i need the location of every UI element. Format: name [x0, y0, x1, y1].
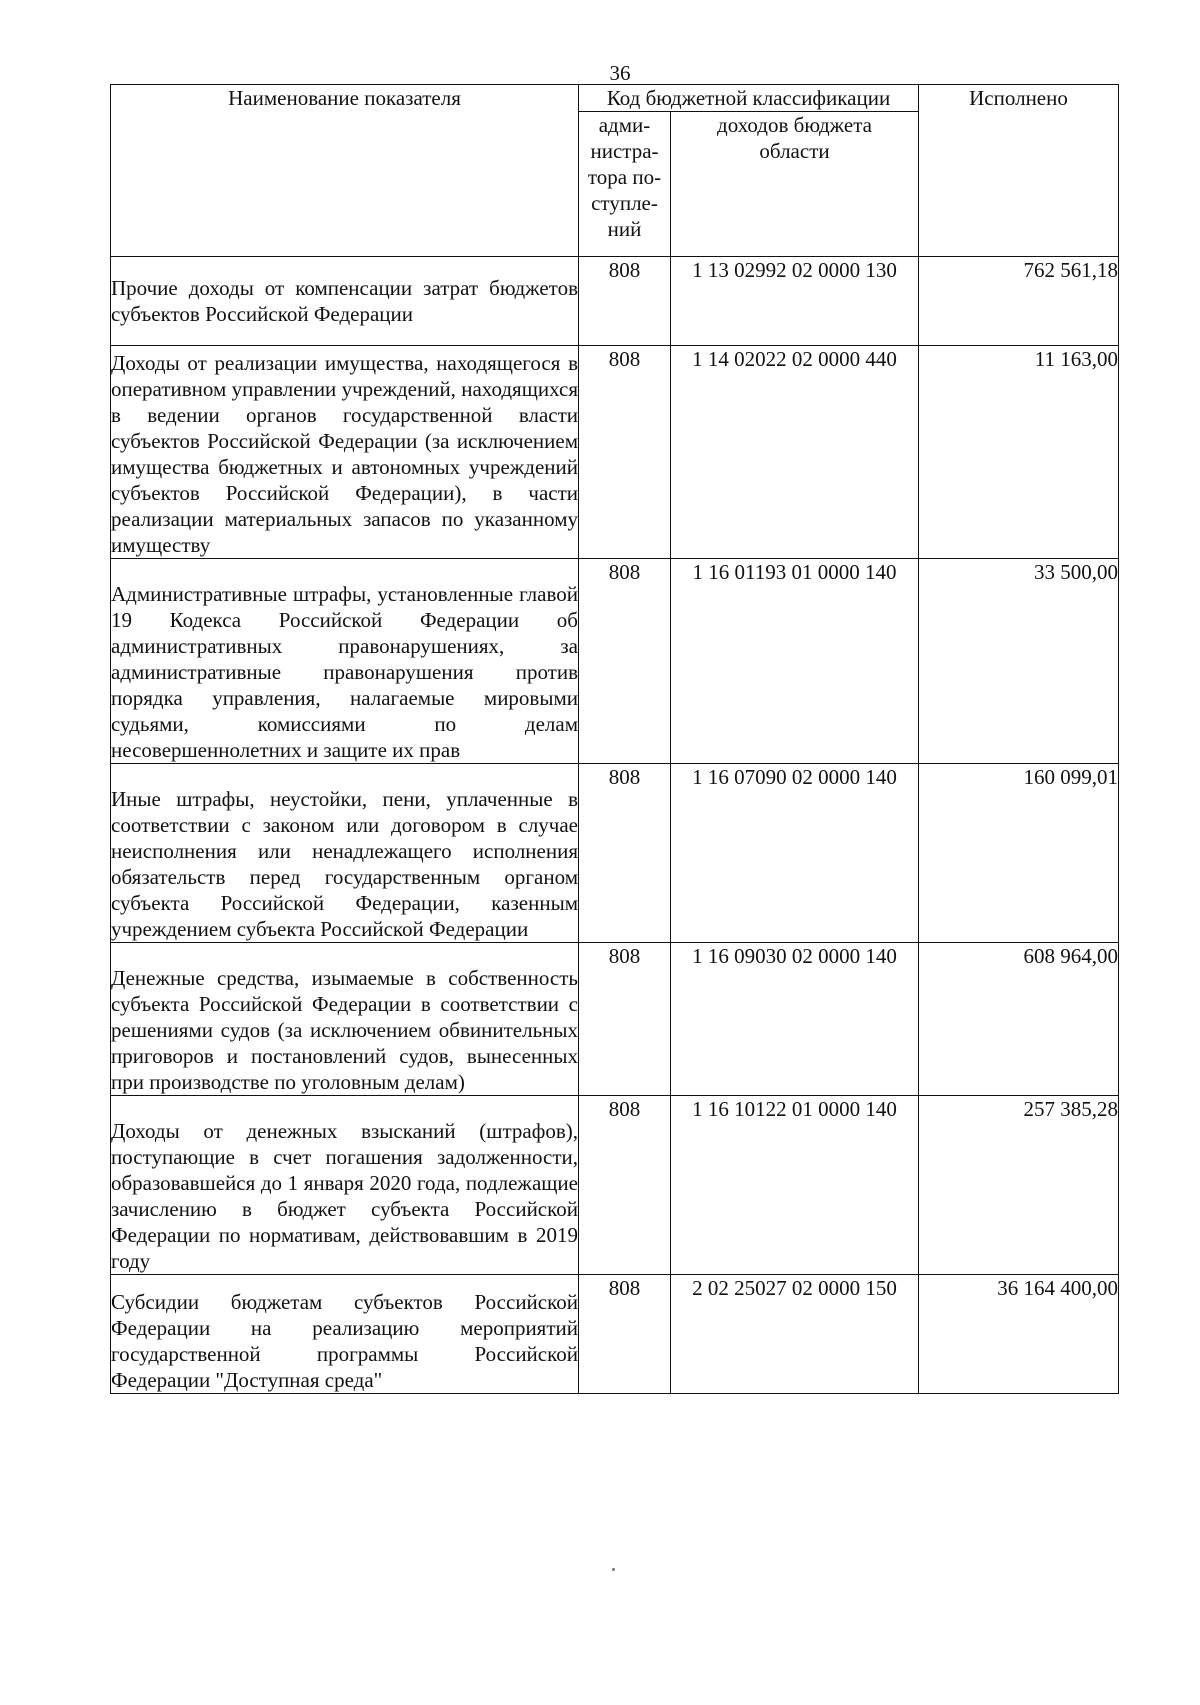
executed-amount: 11 163,00 — [919, 346, 1119, 559]
table-row — [111, 559, 1119, 764]
executed-amount: 762 561,18 — [919, 257, 1119, 346]
income-code: 1 16 09030 02 0000 140 — [671, 943, 919, 1096]
table-row — [111, 257, 1119, 346]
indicator-name: Доходы от реализации имущества, находящегося в оперативном управлении учреждений, находящихся в ведении органов государственной власти субъектов Российской Федерации (за исключением имущества бюджетных и автономных учреждений субъектов Российской Федерации), в части реализации материальных запасов по указанному имуществу — [111, 346, 579, 559]
header-admin-code-text: адми- нистра- тора по- ступле- ний — [587, 113, 662, 241]
header-classification-code: Код бюджетной классификации — [579, 85, 919, 112]
admin-code: 808 — [579, 257, 671, 346]
scan-speck — [612, 1568, 615, 1571]
header-executed: Исполнено — [919, 85, 1119, 257]
executed-amount: 36 164 400,00 — [919, 1275, 1119, 1394]
table-row — [111, 346, 1119, 559]
indicator-name: Субсидии бюджетам субъектов Российской Федерации на реализацию мероприятий государственной программы Российской Федерации "Доступная среда" — [111, 1275, 579, 1394]
header-admin-code — [579, 112, 671, 257]
table-row — [111, 764, 1119, 943]
budget-table — [110, 84, 1119, 1394]
indicator-name: Денежные средства, изымаемые в собственность субъекта Российской Федерации в соответствии с решениями судов (за исключением обвинительных приговоров и постановлений судов, вынесенных при производстве по уголовным делам) — [111, 943, 579, 1096]
income-code: 1 16 01193 01 0000 140 — [671, 559, 919, 764]
income-code: 2 02 25027 02 0000 150 — [671, 1275, 919, 1394]
income-code: 1 14 02022 02 0000 440 — [671, 346, 919, 559]
admin-code: 808 — [579, 1275, 671, 1394]
executed-amount: 160 099,01 — [919, 764, 1119, 943]
executed-amount: 33 500,00 — [919, 559, 1119, 764]
income-code: 1 13 02992 02 0000 130 — [671, 257, 919, 346]
income-code: 1 16 07090 02 0000 140 — [671, 764, 919, 943]
header-indicator-name: Наименование показателя — [111, 85, 579, 257]
income-code: 1 16 10122 01 0000 140 — [671, 1096, 919, 1275]
admin-code: 808 — [579, 559, 671, 764]
admin-code: 808 — [579, 346, 671, 559]
executed-amount: 608 964,00 — [919, 943, 1119, 1096]
admin-code: 808 — [579, 943, 671, 1096]
indicator-name: Доходы от денежных взысканий (штрафов), поступающие в счет погашения задолженности, образовавшейся до 1 января 2020 года, подлежащие зачислению в бюджет субъекта Российской Федерации по нормативам, действовавшим в 2019 году — [111, 1096, 579, 1275]
indicator-name: Прочие доходы от компенсации затрат бюджетов субъектов Российской Федерации — [111, 257, 579, 346]
header-income-code-text: доходов бюджета области — [717, 113, 872, 163]
admin-code: 808 — [579, 764, 671, 943]
page-number: 36 — [609, 61, 631, 85]
indicator-name: Иные штрафы, неустойки, пени, уплаченные в соответствии с законом или договором в случае неисполнения или ненадлежащего исполнения обязательств перед государственным органом субъекта Российской Федерации, казенным учреждением субъекта Российской Федерации — [111, 764, 579, 943]
admin-code: 808 — [579, 1096, 671, 1275]
table-row — [111, 943, 1119, 1096]
executed-amount: 257 385,28 — [919, 1096, 1119, 1275]
header-row-top — [111, 85, 1119, 112]
header-income-code — [671, 112, 919, 257]
table-row — [111, 1275, 1119, 1394]
table-row — [111, 1096, 1119, 1275]
indicator-name: Административные штрафы, установленные главой 19 Кодекса Российской Федерации об административных правонарушениях, за административные правонарушения против порядка управления, налагаемые мировыми судьями, комиссиями по делам несовершеннолетних и защите их прав — [111, 559, 579, 764]
